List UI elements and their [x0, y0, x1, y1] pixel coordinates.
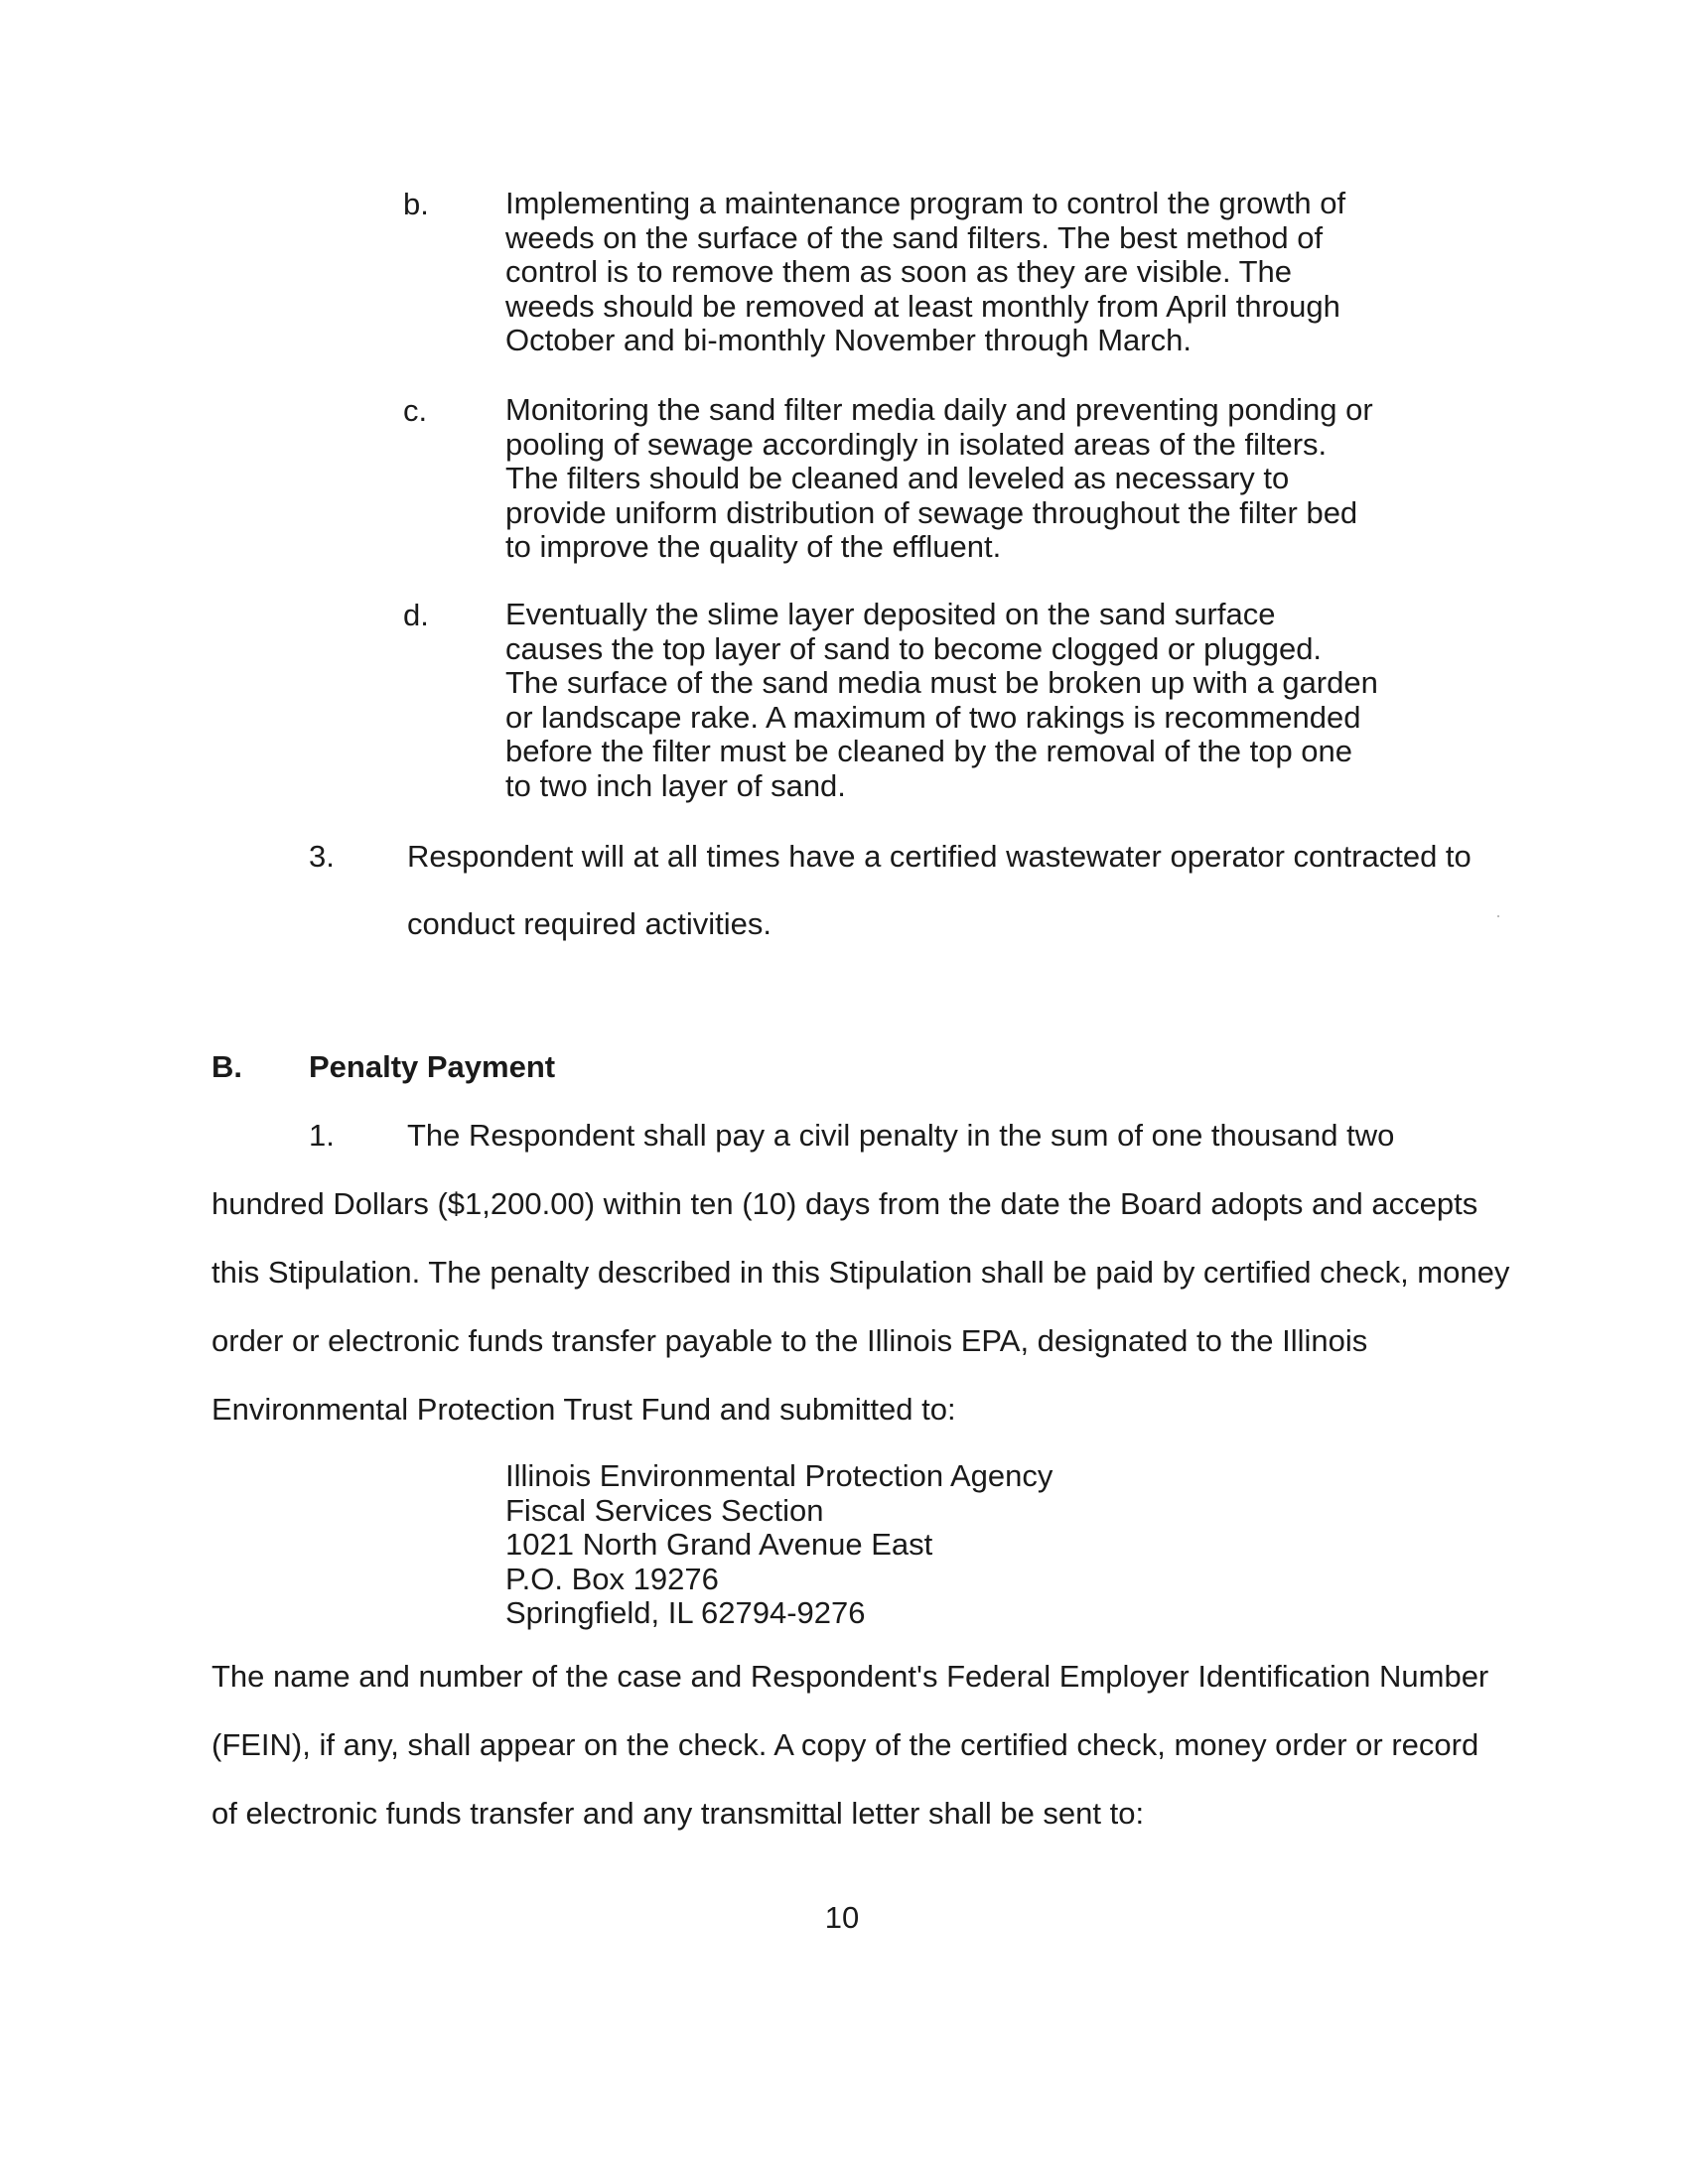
- address-line-1: Illinois Environmental Protection Agency: [505, 1458, 1053, 1493]
- address-line-5: Springfield, IL 62794-9276: [505, 1595, 866, 1631]
- section-title: Penalty Payment: [309, 1049, 556, 1084]
- address-line-3: 1021 North Grand Avenue East: [505, 1527, 933, 1563]
- list-text-b: Implementing a maintenance program to control the growth of weeds on the surface of the sand filters. The best method of control is to remove them as soon as they are visible. The weeds should be removed at least monthly from April through October and bi-monthly November through March.: [505, 186, 1346, 358]
- list-marker-b: b.: [403, 187, 429, 221]
- paragraph-1-line-3: this Stipulation. The penalty described in this Stipulation shall be paid by certified check, money: [211, 1255, 1510, 1290]
- item-3-number: 3.: [309, 839, 335, 874]
- address-line-2: Fiscal Services Section: [505, 1492, 824, 1528]
- paragraph-1-line-1: The Respondent shall pay a civil penalty in the sum of one thousand two: [407, 1118, 1395, 1153]
- paragraph-2-line-1: The name and number of the case and Respondent's Federal Employer Identification Number: [211, 1659, 1489, 1694]
- paragraph-2-line-2: (FEIN), if any, shall appear on the check. A copy of the certified check, money order or record: [211, 1727, 1479, 1762]
- list-marker-d: d.: [403, 598, 429, 632]
- paragraph-1-line-2: hundred Dollars ($1,200.00) within ten (10) days from the date the Board adopts and accepts: [211, 1186, 1478, 1221]
- address-block: [505, 1459, 1052, 1631]
- section-letter: B.: [211, 1049, 242, 1084]
- list-marker-c: c.: [403, 393, 428, 428]
- scan-speck: [1497, 915, 1499, 917]
- page-number: 10: [824, 1900, 860, 1935]
- item-3-line-1: Respondent will at all times have a certified wastewater operator contracted to: [407, 839, 1472, 874]
- list-text-d: Eventually the slime layer deposited on the sand surface causes the top layer of sand to become clogged or plugged. The surface of the sand media must be broken up with a garden or landscape rake. A maximum of two rakings is recommended before the filter must be cleaned by the removal of the top one to two inch layer of sand.: [505, 597, 1378, 803]
- paragraph-1-number: 1.: [309, 1118, 335, 1153]
- paragraph-1-line-5: Environmental Protection Trust Fund and submitted to:: [211, 1392, 956, 1427]
- address-line-4: P.O. Box 19276: [505, 1561, 719, 1596]
- list-text-c: Monitoring the sand filter media daily and preventing ponding or pooling of sewage accordingly in isolated areas of the filters. The filters should be cleaned and leveled as necessary to provide uniform distribution of sewage throughout the filter bed to improve the quality of the effluent.: [505, 392, 1373, 565]
- item-3-line-2: conduct required activities.: [407, 906, 772, 941]
- paragraph-1-line-4: order or electronic funds transfer payable to the Illinois EPA, designated to the Illinois: [211, 1323, 1368, 1358]
- paragraph-2-line-3: of electronic funds transfer and any transmittal letter shall be sent to:: [211, 1796, 1145, 1831]
